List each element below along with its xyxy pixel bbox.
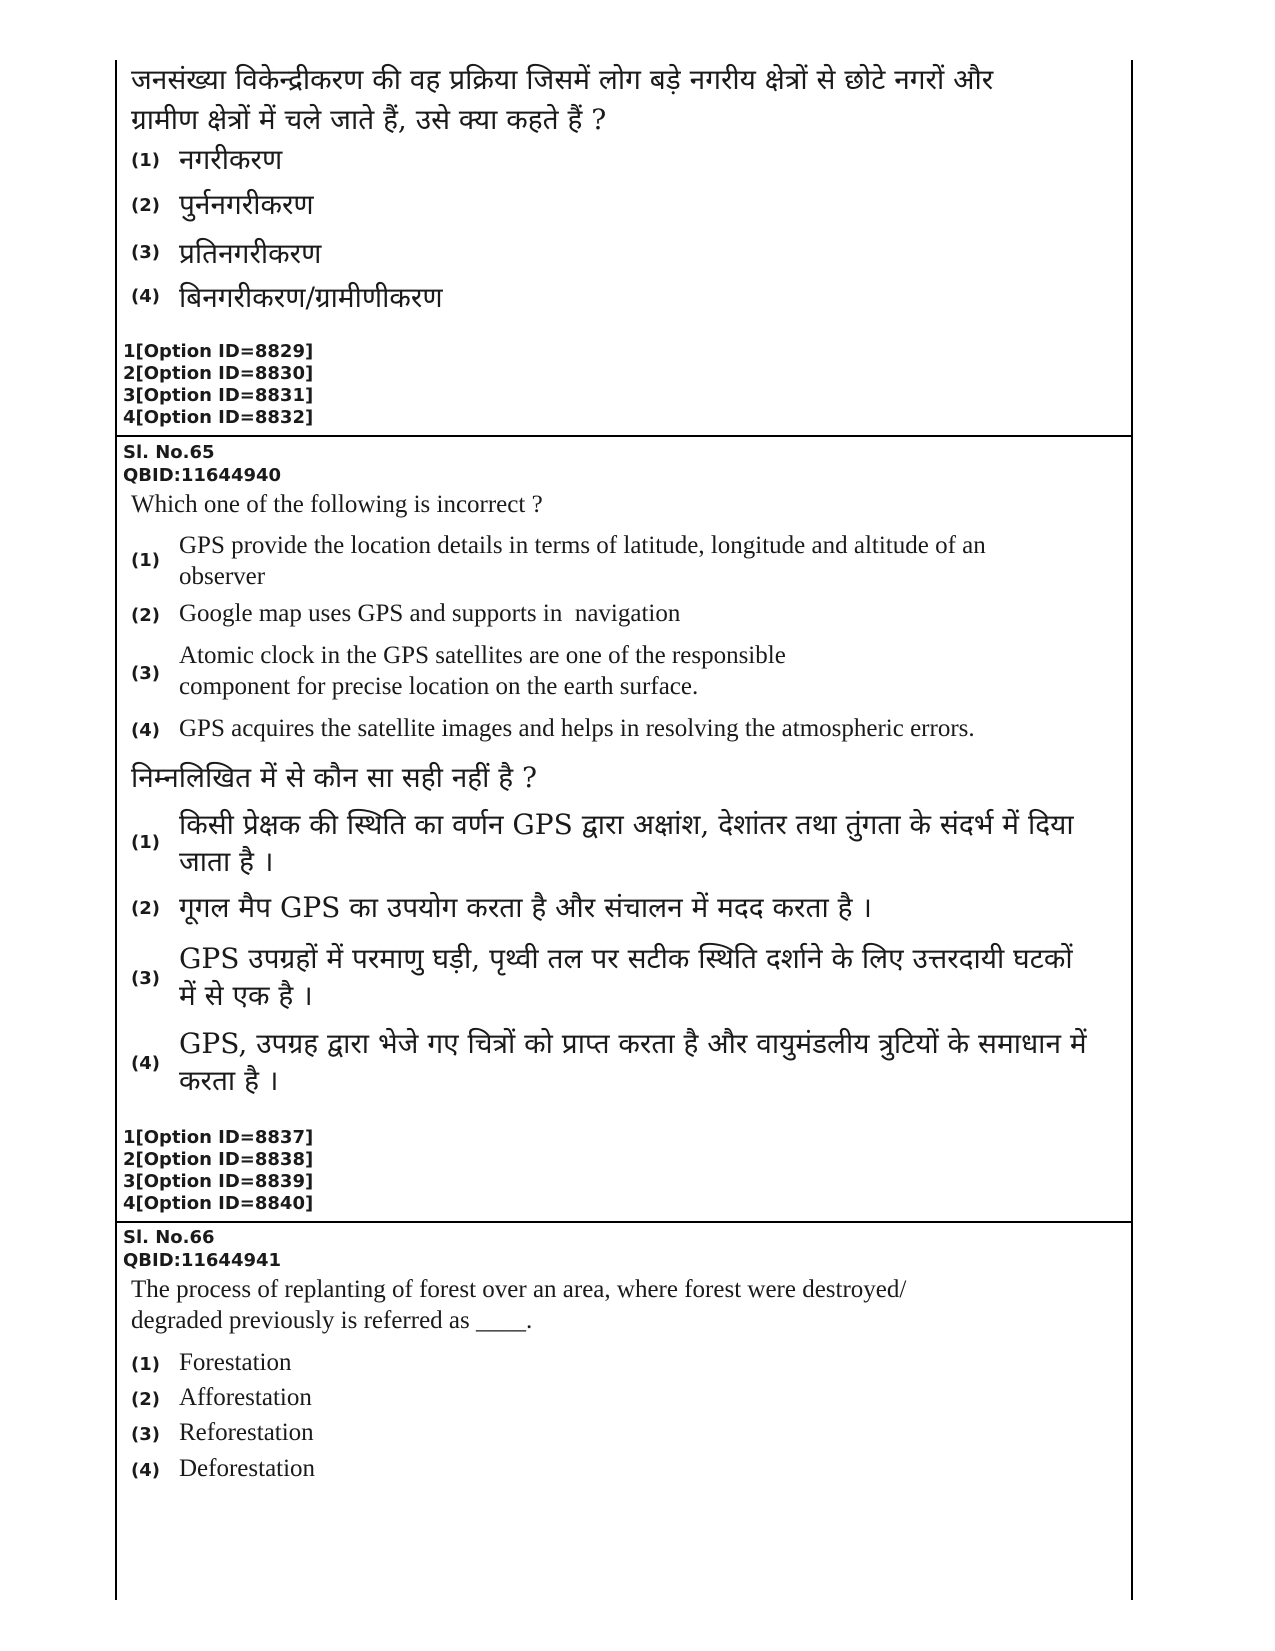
option-number: (4) [131,286,160,307]
option-number: (4) [131,1053,160,1074]
option-text: GPS उपग्रहों में परमाणु घड़ी, पृथ्वी तल पर सटीक स्थिति दर्शाने के लिए उत्तरदायी घटकों में से एक है । [179,942,1073,1012]
option-text: GPS, उपग्रह द्वारा भेजे गए चित्रों को प्राप्त करता है और वायुमंडलीय त्रुटियों के समाधान में करता है । [179,1027,1087,1097]
option-number: (3) [131,1424,160,1445]
option-id: 3[Option ID=8839] [123,1171,314,1192]
option-number: (1) [131,832,160,853]
option-number: (3) [131,242,160,263]
option-number: (3) [131,968,160,989]
question-stem-english: The process of replanting of forest over an area, where forest were destroyed/ degraded previously is referred as ____. [131,1276,907,1334]
option-number: (1) [131,150,160,171]
option-number: (1) [131,1354,160,1375]
option-number: (2) [131,1389,160,1410]
option-text: नगरीकरण [179,143,283,176]
option-number: (4) [131,1460,160,1481]
question-stem-hindi: निम्नलिखित में से कौन सा सही नहीं है ? [131,761,538,794]
question-bank-id: QBID:11644941 [123,1250,282,1271]
serial-number: Sl. No.65 [123,442,215,463]
option-text: बिनगरीकरण/ग्रामीणीकरण [179,281,443,314]
option-text: Forestation [179,1349,292,1376]
serial-number: Sl. No.66 [123,1227,215,1248]
option-text: गूगल मैप GPS का उपयोग करता है और संचालन में मदद करता है । [179,891,873,924]
option-number: (4) [131,720,160,741]
option-text: GPS acquires the satellite images and helps in resolving the atmospheric errors. [179,715,975,742]
question-stem-english: Which one of the following is incorrect ? [131,491,543,518]
option-text: Deforestation [179,1455,316,1482]
option-text: प्रतिनगरीकरण [179,237,322,270]
option-id: 3[Option ID=8831] [123,385,314,406]
option-text: Atomic clock in the GPS satellites are one of the responsible component for precise location on the earth surface. [179,642,786,700]
option-number: (1) [131,550,160,571]
option-text: Afforestation [179,1384,312,1411]
section-divider [117,1221,1131,1223]
option-text: Google map uses GPS and supports in navigation [179,600,681,627]
option-id: 4[Option ID=8840] [123,1193,314,1214]
question-paper-frame [115,60,1133,1600]
option-id: 2[Option ID=8830] [123,363,314,384]
option-number: (2) [131,898,160,919]
option-id: 1[Option ID=8837] [123,1127,314,1148]
option-text: GPS provide the location details in terms of latitude, longitude and altitude of an observer [179,532,986,590]
question-stem-hindi: जनसंख्या विकेन्द्रीकरण की वह प्रक्रिया जिसमें लोग बड़े नगरीय क्षेत्रों से छोटे नगरों और ग्रामीण क्षेत्रों में चले जाते हैं, उसे क्या कहते हैं ? [131,63,994,136]
option-text: Reforestation [179,1419,314,1446]
option-id: 4[Option ID=8832] [123,407,314,428]
option-id: 1[Option ID=8829] [123,341,314,362]
option-number: (2) [131,605,160,626]
option-id: 2[Option ID=8838] [123,1149,314,1170]
option-number: (3) [131,663,160,684]
question-bank-id: QBID:11644940 [123,465,282,486]
section-divider [117,435,1131,437]
option-text: किसी प्रेक्षक की स्थिति का वर्णन GPS द्वारा अक्षांश, देशांतर तथा तुंगता के संदर्भ में दिया जाता है । [179,808,1074,878]
option-number: (2) [131,195,160,216]
option-text: पुर्ननगरीकरण [179,188,314,221]
